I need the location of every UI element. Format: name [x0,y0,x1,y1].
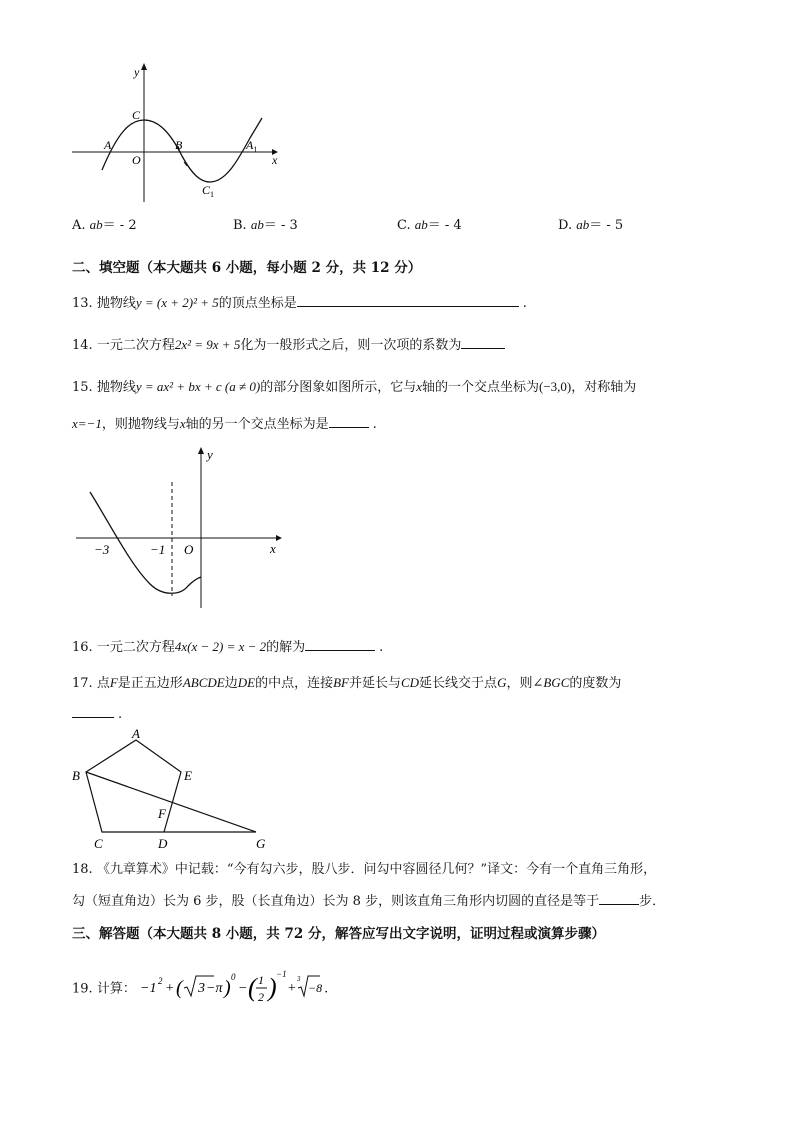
question-text: 抛物线 [96,380,136,395]
pentagon-name: ABCDE [182,675,225,690]
question-number: 13. [72,296,93,311]
question-18-line-1 [72,858,656,877]
question-text: 边 [224,676,238,691]
fig1-label-x: x [272,153,278,167]
segment-BG [86,772,256,832]
question-19 [72,966,328,1006]
question-end: . [522,296,527,311]
choice-letter: B. [233,218,247,233]
svg-text:2: 2 [257,990,264,1004]
question-number: 14. [72,338,93,353]
svg-text:3: 3 [296,975,301,983]
question-text: ，则抛物线与 [101,417,180,432]
svg-text:0: 0 [230,972,236,982]
answer-blank[interactable] [599,891,639,905]
angle-BGC: ∠BGC [532,675,570,690]
section-3-title: 三、解答题（本大题共 8 小题，共 72 分，解答应写出文字说明，证明过程或演算步骤） [72,926,605,942]
svg-text:2: 2 [157,976,163,986]
fig3-label-G: G [256,836,266,851]
svg-text:−1: −1 [275,969,287,979]
svg-text:3: 3 [197,981,205,996]
fig2-label-y: y [207,447,213,462]
formula: y = ax² + bx + c (a ≠ 0) [135,379,261,394]
question-number: 18. [72,862,93,877]
fig1-label-B: B [175,138,183,152]
fig2-label-x: x [270,541,276,556]
question-number: 16. [72,640,93,655]
formula: y = (x + 2)² + 5 [135,295,219,310]
svg-text:): ) [267,973,277,1002]
question-text: 的度数为 [569,676,622,691]
question-text: 的中点，连接 [255,676,334,691]
choice-expr: ab [414,217,428,232]
question-18-line-2 [72,890,665,909]
fig1-label-O: O [132,153,141,167]
question-text: ，对称轴为 [571,380,637,395]
variable-x: x [416,379,422,394]
question-13 [72,292,527,311]
choice-expr: ab [576,217,590,232]
svg-text:(: ( [175,977,183,999]
answer-blank[interactable] [329,414,369,428]
question-text: 的解为 [266,640,306,655]
choice-value: ＝ - 3 [263,218,298,233]
question-14 [72,334,505,353]
point-G: G [497,675,507,690]
fig3-label-A: A [132,726,140,741]
formula: 2x² = 9x + 5 [174,337,241,352]
choice-expr: ab [89,217,103,232]
answer-blank[interactable] [297,293,519,307]
segment-DE: DE [237,675,256,690]
question-text: 是正五边形 [117,676,183,691]
y-axis-arrow [198,447,204,454]
svg-text:−: − [237,981,248,996]
choice-d[interactable] [558,214,623,233]
question-text: 的部分图象如图所示，它与 [260,380,417,395]
q19-expression [139,966,323,1012]
question-end: . [324,981,329,997]
fig2-label-neg1: −1 [150,542,166,557]
svg-text:−1: −1 [139,981,157,996]
fig1-label-A1: $A_1$ [246,138,258,154]
choice-value: ＝ - 2 [102,218,137,233]
section-2-title: 二、填空题（本大题共 6 小题，每小题 2 分，共 12 分） [72,260,422,276]
variable-x: x [179,416,186,431]
fig2-label-neg3: −3 [94,542,110,557]
fig1-label-C: C [132,108,141,122]
question-text: 轴的一个交点坐标为 [421,380,539,395]
question-text: 《九章算术》中记载：“今有勾六步，股八步．问勾中容圆径几何？”译文：今有一个直角三角形， [96,862,657,877]
fig1-label-A: A [104,138,112,152]
question-text: 的顶点坐标是 [218,296,297,311]
answer-blank[interactable] [461,335,505,349]
choice-expr: ab [250,217,264,232]
y-axis-arrow [141,63,147,70]
fig1-label-y: y [134,65,140,79]
svg-text:−π: −π [205,981,223,996]
question-number: 15. [72,380,93,395]
question-15-line-2 [72,413,377,432]
question-text: 抛物线 [96,296,136,311]
question-end: . [372,417,377,432]
point-coordinate: (−3,0) [539,379,572,394]
svg-text:+: + [286,981,297,996]
choice-a[interactable] [72,214,137,233]
pentagon-figure [66,724,286,852]
question-text: 并延长与 [348,676,401,691]
question-17-answer-line [72,704,122,722]
question-text: 延长线交于点 [419,676,498,691]
q19-formula-svg [139,966,323,1008]
choice-value: ＝ - 5 [589,218,624,233]
pentagon-abcde [86,740,181,832]
answer-blank[interactable] [305,637,375,651]
question-text: 一元二次方程 [96,338,175,353]
choice-letter: A. [72,218,86,233]
svg-text:−8: −8 [307,981,323,995]
question-text: ，则 [506,676,533,691]
question-text: 步． [639,894,666,909]
question-text: 化为一般形式之后，则一次项的系数为 [240,338,462,353]
choice-letter: D. [558,218,573,233]
parabola-figure [70,444,290,614]
segment-CD: CD [400,675,420,690]
svg-text:1: 1 [257,973,264,987]
question-end: . [118,707,123,722]
question-text: 计算： [96,981,136,997]
svg-text:+: + [164,981,175,996]
choice-letter: C. [397,218,411,233]
fig3-label-D: D [158,836,168,851]
fig3-label-B: B [72,768,80,783]
fig3-label-F: F [158,806,166,821]
question-text: 轴的另一个交点坐标为是 [185,417,329,432]
choice-value: ＝ - 4 [427,218,462,233]
question-15-line-1 [72,376,636,395]
question-16 [72,636,383,655]
answer-blank[interactable] [72,704,114,718]
sine-curve-figure [66,62,286,212]
x-axis-arrow [276,535,282,541]
question-text: 一元二次方程 [96,640,175,655]
formula: 4x(x − 2) = x − 2 [174,639,267,654]
question-number: 19. [72,981,93,997]
segment-BF: BF [333,675,349,690]
formula: x=−1 [72,416,102,431]
question-17 [72,672,621,691]
fig1-label-C1: $C_1$ [202,183,215,199]
choice-b[interactable] [233,214,298,233]
fig2-label-O: O [184,542,194,557]
svg-text:): ) [223,977,231,999]
svg-text:(: ( [247,973,257,1002]
question-number: 17. [72,676,93,691]
question-end: . [379,640,384,655]
choice-c[interactable] [397,214,462,233]
question-text: 点 [96,676,110,691]
fig3-label-E: E [184,768,192,783]
point-F: F [109,675,118,690]
question-text: 勾（短直角边）长为 6 步，股（长直角边）长为 8 步，则该直角三角形内切圆的直径是等于 [72,894,600,909]
fig3-label-C: C [94,836,103,851]
